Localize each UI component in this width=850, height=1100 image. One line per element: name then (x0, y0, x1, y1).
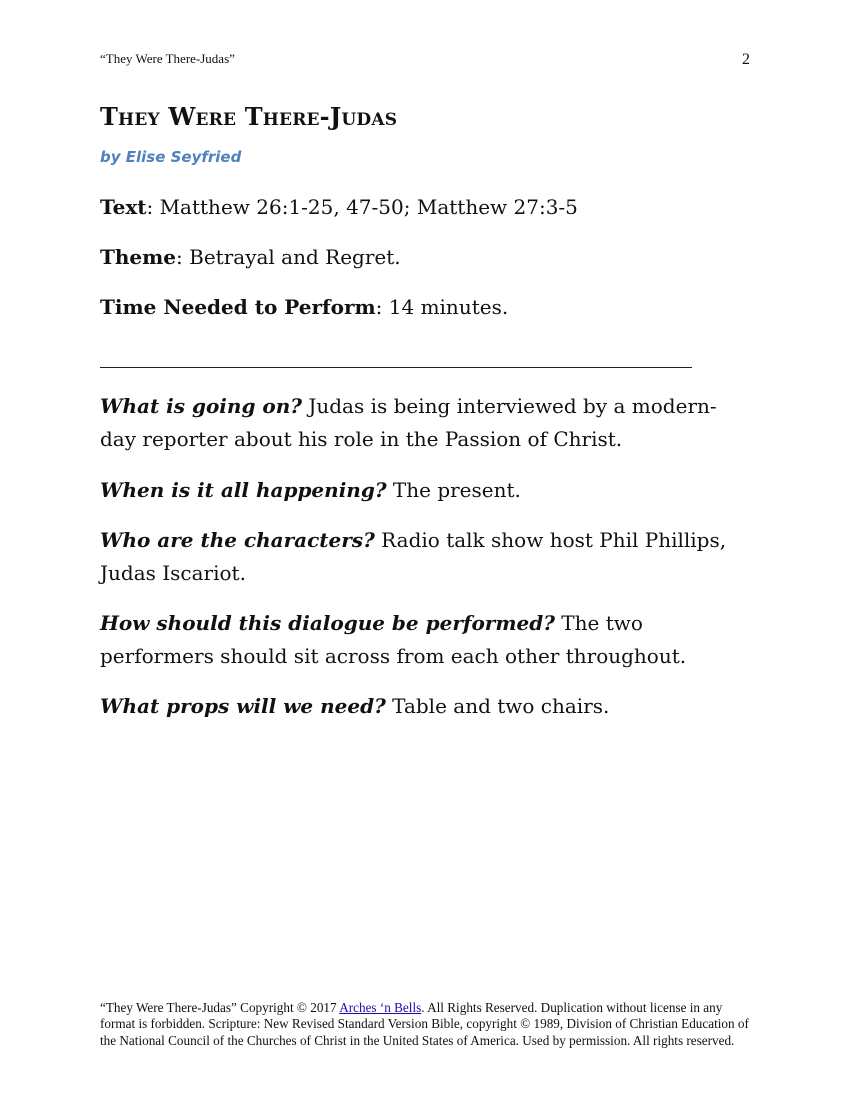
metadata-value-text: : Matthew 26:1-25, 47-50; Matthew 27:3-5 (146, 195, 578, 219)
horizontal-divider (100, 367, 692, 368)
copyright-footer (100, 1000, 750, 1049)
footer-text-start: “They Were There-Judas” Copyright © 2017 (100, 1000, 340, 1015)
qa-question: When is it all happening? (100, 478, 387, 502)
metadata-label-text: Text (100, 195, 147, 219)
qa-performance (100, 607, 750, 673)
publisher-link[interactable]: Arches ‘n Bells (339, 1000, 422, 1015)
qa-question: How should this dialogue be performed? (100, 611, 555, 635)
metadata-value-theme: : Betrayal and Regret. (176, 245, 401, 269)
document-title: They Were There-Judas (100, 102, 398, 131)
qa-what-is-going-on (100, 390, 750, 456)
footer-text-end: . All Rights Reserved. Duplication without license in any format is forbidden. Scripture: New Revised Standard Version Bible, copyright © 1989, Division of Christian Education of the National Council of the Churches of Christ in the United States of America. Used by permission. All rights reserved. (100, 1000, 749, 1048)
metadata-label-time: Time Needed to Perform (100, 295, 376, 319)
qa-answer: Judas is being interviewed by a modern-day reporter about his role in the Passion of Christ. (100, 394, 717, 451)
qa-characters (100, 524, 750, 590)
qa-answer: Table and two chairs. (385, 694, 610, 718)
metadata-value-time: : 14 minutes. (375, 295, 509, 319)
running-header-title: “They Were There-Judas” (100, 51, 235, 66)
qa-props (100, 690, 750, 723)
metadata-label-theme: Theme (100, 245, 177, 269)
qa-when (100, 474, 750, 507)
qa-question: What is going on? (100, 394, 302, 418)
qa-question: Who are the characters? (100, 528, 375, 552)
qa-answer: Radio talk show host Phil Phillips, Judas Iscariot. (100, 528, 727, 585)
qa-answer: The present. (386, 478, 521, 502)
author-byline: by Elise Seyfried (100, 148, 242, 166)
qa-answer: The two performers should sit across from each other throughout. (100, 611, 687, 668)
metadata-theme (100, 245, 750, 269)
page-number: 2 (742, 51, 750, 68)
qa-question: What props will we need? (100, 694, 386, 718)
metadata-text (100, 195, 750, 219)
metadata-time (100, 295, 750, 319)
